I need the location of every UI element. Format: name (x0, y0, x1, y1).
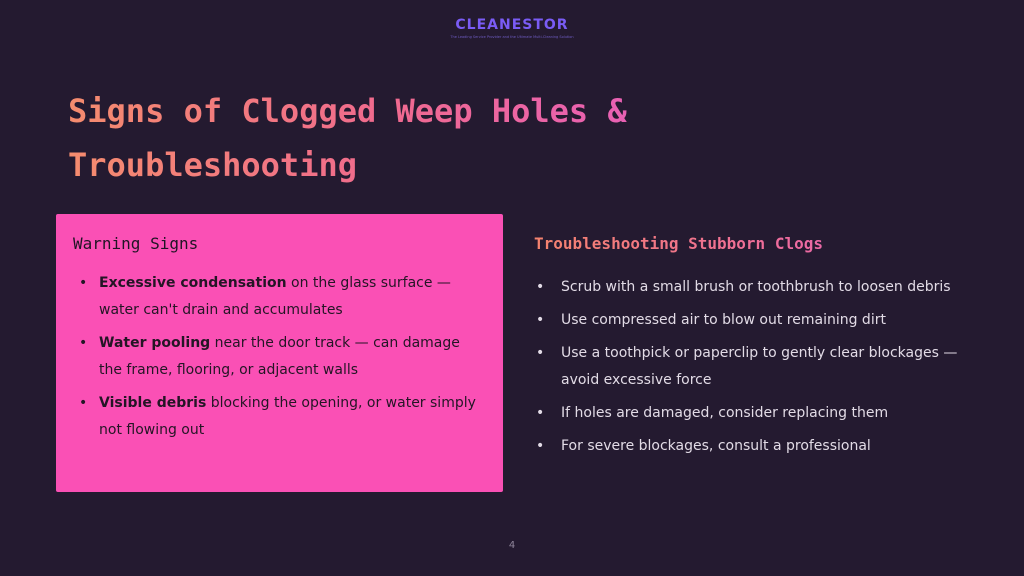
warning-signs-list (73, 270, 487, 444)
list-item (534, 340, 974, 394)
troubleshooting-heading: Troubleshooting Stubborn Clogs (534, 232, 974, 256)
slide-title: Signs of Clogged Weep Holes & Troubleshooting (68, 84, 768, 192)
logo-tagline: The Leading Service Provider and the Ultimate Multi-Cleaning Solution (450, 35, 574, 39)
bullet-icon: • (536, 279, 545, 295)
list-item (73, 330, 487, 384)
bullet-icon: • (536, 345, 545, 361)
item-text: blocking the opening, or water simply not flowing out (99, 395, 476, 438)
item-bold-text: Water pooling (99, 335, 211, 351)
bullet-icon: • (79, 395, 88, 411)
warning-signs-heading: Warning Signs (73, 234, 199, 253)
bullet-icon: • (79, 275, 88, 291)
item-text: on the glass surface — water can't drain and accumulates (99, 275, 451, 318)
bullet-icon: • (536, 438, 545, 454)
warning-signs-card (56, 214, 503, 492)
item-text: For severe blockages, consult a professional (561, 438, 871, 454)
item-text: near the door track — can damage the frame, flooring, or adjacent walls (99, 335, 460, 378)
troubleshooting-section (534, 232, 974, 466)
list-item (534, 400, 974, 427)
item-text: Use a toothpick or paperclip to gently clear blockages — avoid excessive force (561, 345, 958, 388)
item-bold-text: Visible debris (99, 395, 207, 411)
list-item (73, 270, 487, 324)
list-item (534, 274, 974, 301)
item-text: If holes are damaged, consider replacing them (561, 405, 889, 421)
list-item (534, 433, 974, 460)
list-item (73, 390, 487, 444)
bullet-icon: • (536, 405, 545, 421)
logo-wordmark: CLEANESTOR (455, 17, 569, 33)
logo (0, 16, 1024, 40)
item-text: Use compressed air to blow out remaining dirt (561, 312, 886, 328)
bullet-icon: • (79, 335, 88, 351)
item-text: Scrub with a small brush or toothbrush to loosen debris (561, 279, 951, 295)
troubleshooting-list (534, 274, 974, 460)
list-item (534, 307, 974, 334)
item-bold-text: Excessive condensation (99, 275, 287, 291)
page-number: 4 (508, 540, 516, 551)
bullet-icon: • (536, 312, 545, 328)
